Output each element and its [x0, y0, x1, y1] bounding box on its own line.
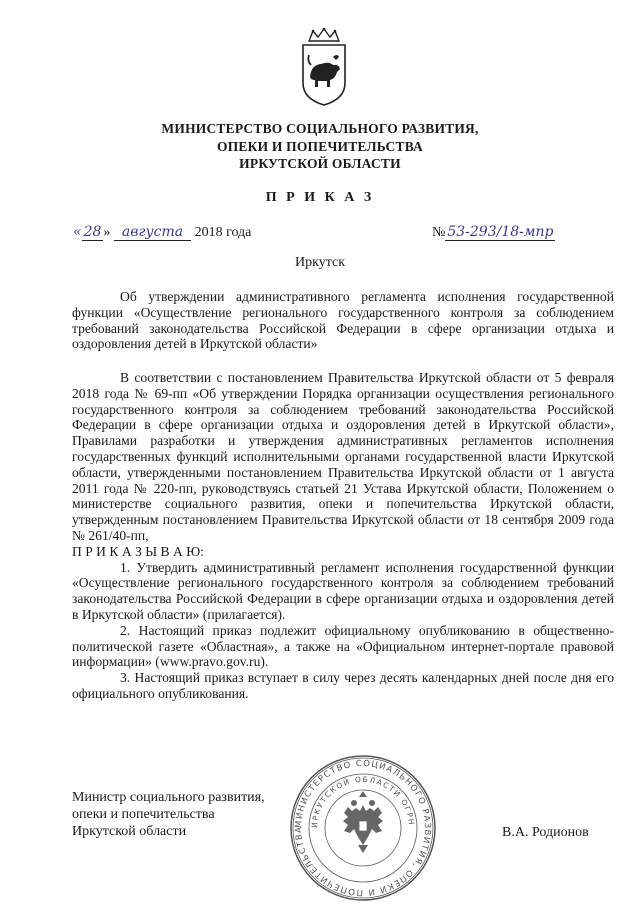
ministry-header	[100, 120, 540, 173]
document-title: П Р И К А З	[265, 190, 375, 205]
position-line-2: опеки и попечительства	[72, 807, 215, 822]
position-line-3: Иркутской области	[72, 824, 187, 839]
number-value: 53-293/18-мпр	[447, 224, 554, 240]
order-item-1: 1. Утвердить административный регламент исполнения государственной функции «Осуществление регионального государственного контроля за соблюдением требований законодательства Российской Федерации в сфере организации отдыха и оздоровления детей в Иркутской области» (прилагается).	[72, 559, 614, 622]
date-open-quote: «	[73, 224, 82, 240]
date-day: 28	[83, 224, 102, 240]
order-word: П Р И К А З Ы В А Ю:	[72, 543, 204, 559]
date-year: 2018 года	[194, 225, 252, 240]
header-line-1: МИНИСТЕРСТВО СОЦИАЛЬНОГО РАЗВИТИЯ,	[161, 121, 479, 136]
seal-outer-text: МИНИСТЕРСТВО СОЦИАЛЬНОГО РАЗВИТИЯ, ОПЕКИ И ПОПЕЧИТЕЛЬСТВА	[293, 758, 433, 898]
document-number	[432, 224, 555, 241]
order-item-3: 3. Настоящий приказ вступает в силу через десять календарных дней после дня его официального опубликования.	[72, 670, 614, 701]
header-line-2: ОПЕКИ И ПОПЕЧИТЕЛЬСТВА	[217, 138, 423, 154]
subject-text: Об утверждении административного регламента исполнения государственной функции «Осуществление регионального государственного контроля за соблюдением требований законодательства Российской Федерации в сфере организации отдыха и оздоровления детей в Иркутской области»	[72, 289, 614, 352]
city-name: Иркутск	[294, 255, 346, 270]
number-prefix: №	[432, 225, 446, 240]
body-text	[72, 370, 614, 702]
coat-of-arms-icon	[299, 27, 349, 107]
preamble-paragraph: В соответствии с постановлением Правительства Иркутской области от 5 февраля 2018 года № 69-пп «Об утверждении Порядка организации осуществления регионального государственного контроля за соблюдением требований законодательства Российской Федерации в сфере организации отдыха и оздоровления детей в Иркутской области», Правилами разработки и утверждения административных регламентов исполнения государственных функций исполнительными органами государственной власти Иркутской области, утвержденными постановлением Правительства Иркутской области от 1 августа 2011 года № 220-пп, руководствуясь статьей 21 Устава Иркутской области, Положением о министерстве социального развития, опеки и попечительства Иркутской области, утвержденным постановлением Правительства Иркутской области от 18 сентября 2009 года № 261/40-пп,	[72, 370, 614, 543]
date-month: августа	[114, 224, 191, 241]
header-line-3: ИРКУТСКОЙ ОБЛАСТИ	[239, 156, 401, 171]
position-line-1: Министр социального развития,	[72, 790, 265, 805]
date-close-quote: »	[103, 225, 111, 240]
subject-paragraph	[72, 289, 614, 352]
seal-inner-text: ИРКУТСКОЙ ОБЛАСТИ ОГРН	[309, 774, 417, 829]
order-item-2: 2. Настоящий приказ подлежит официальному опубликованию в общественно-политической газете «Областная», а также на «Официальном интернет-портале правовой информации» (www.pravo.gov.ru).	[72, 622, 614, 670]
signatory-name: В.А. Родионов	[502, 825, 589, 840]
document-date	[73, 224, 251, 241]
official-seal-icon	[288, 753, 438, 903]
signatory-position	[72, 789, 265, 840]
